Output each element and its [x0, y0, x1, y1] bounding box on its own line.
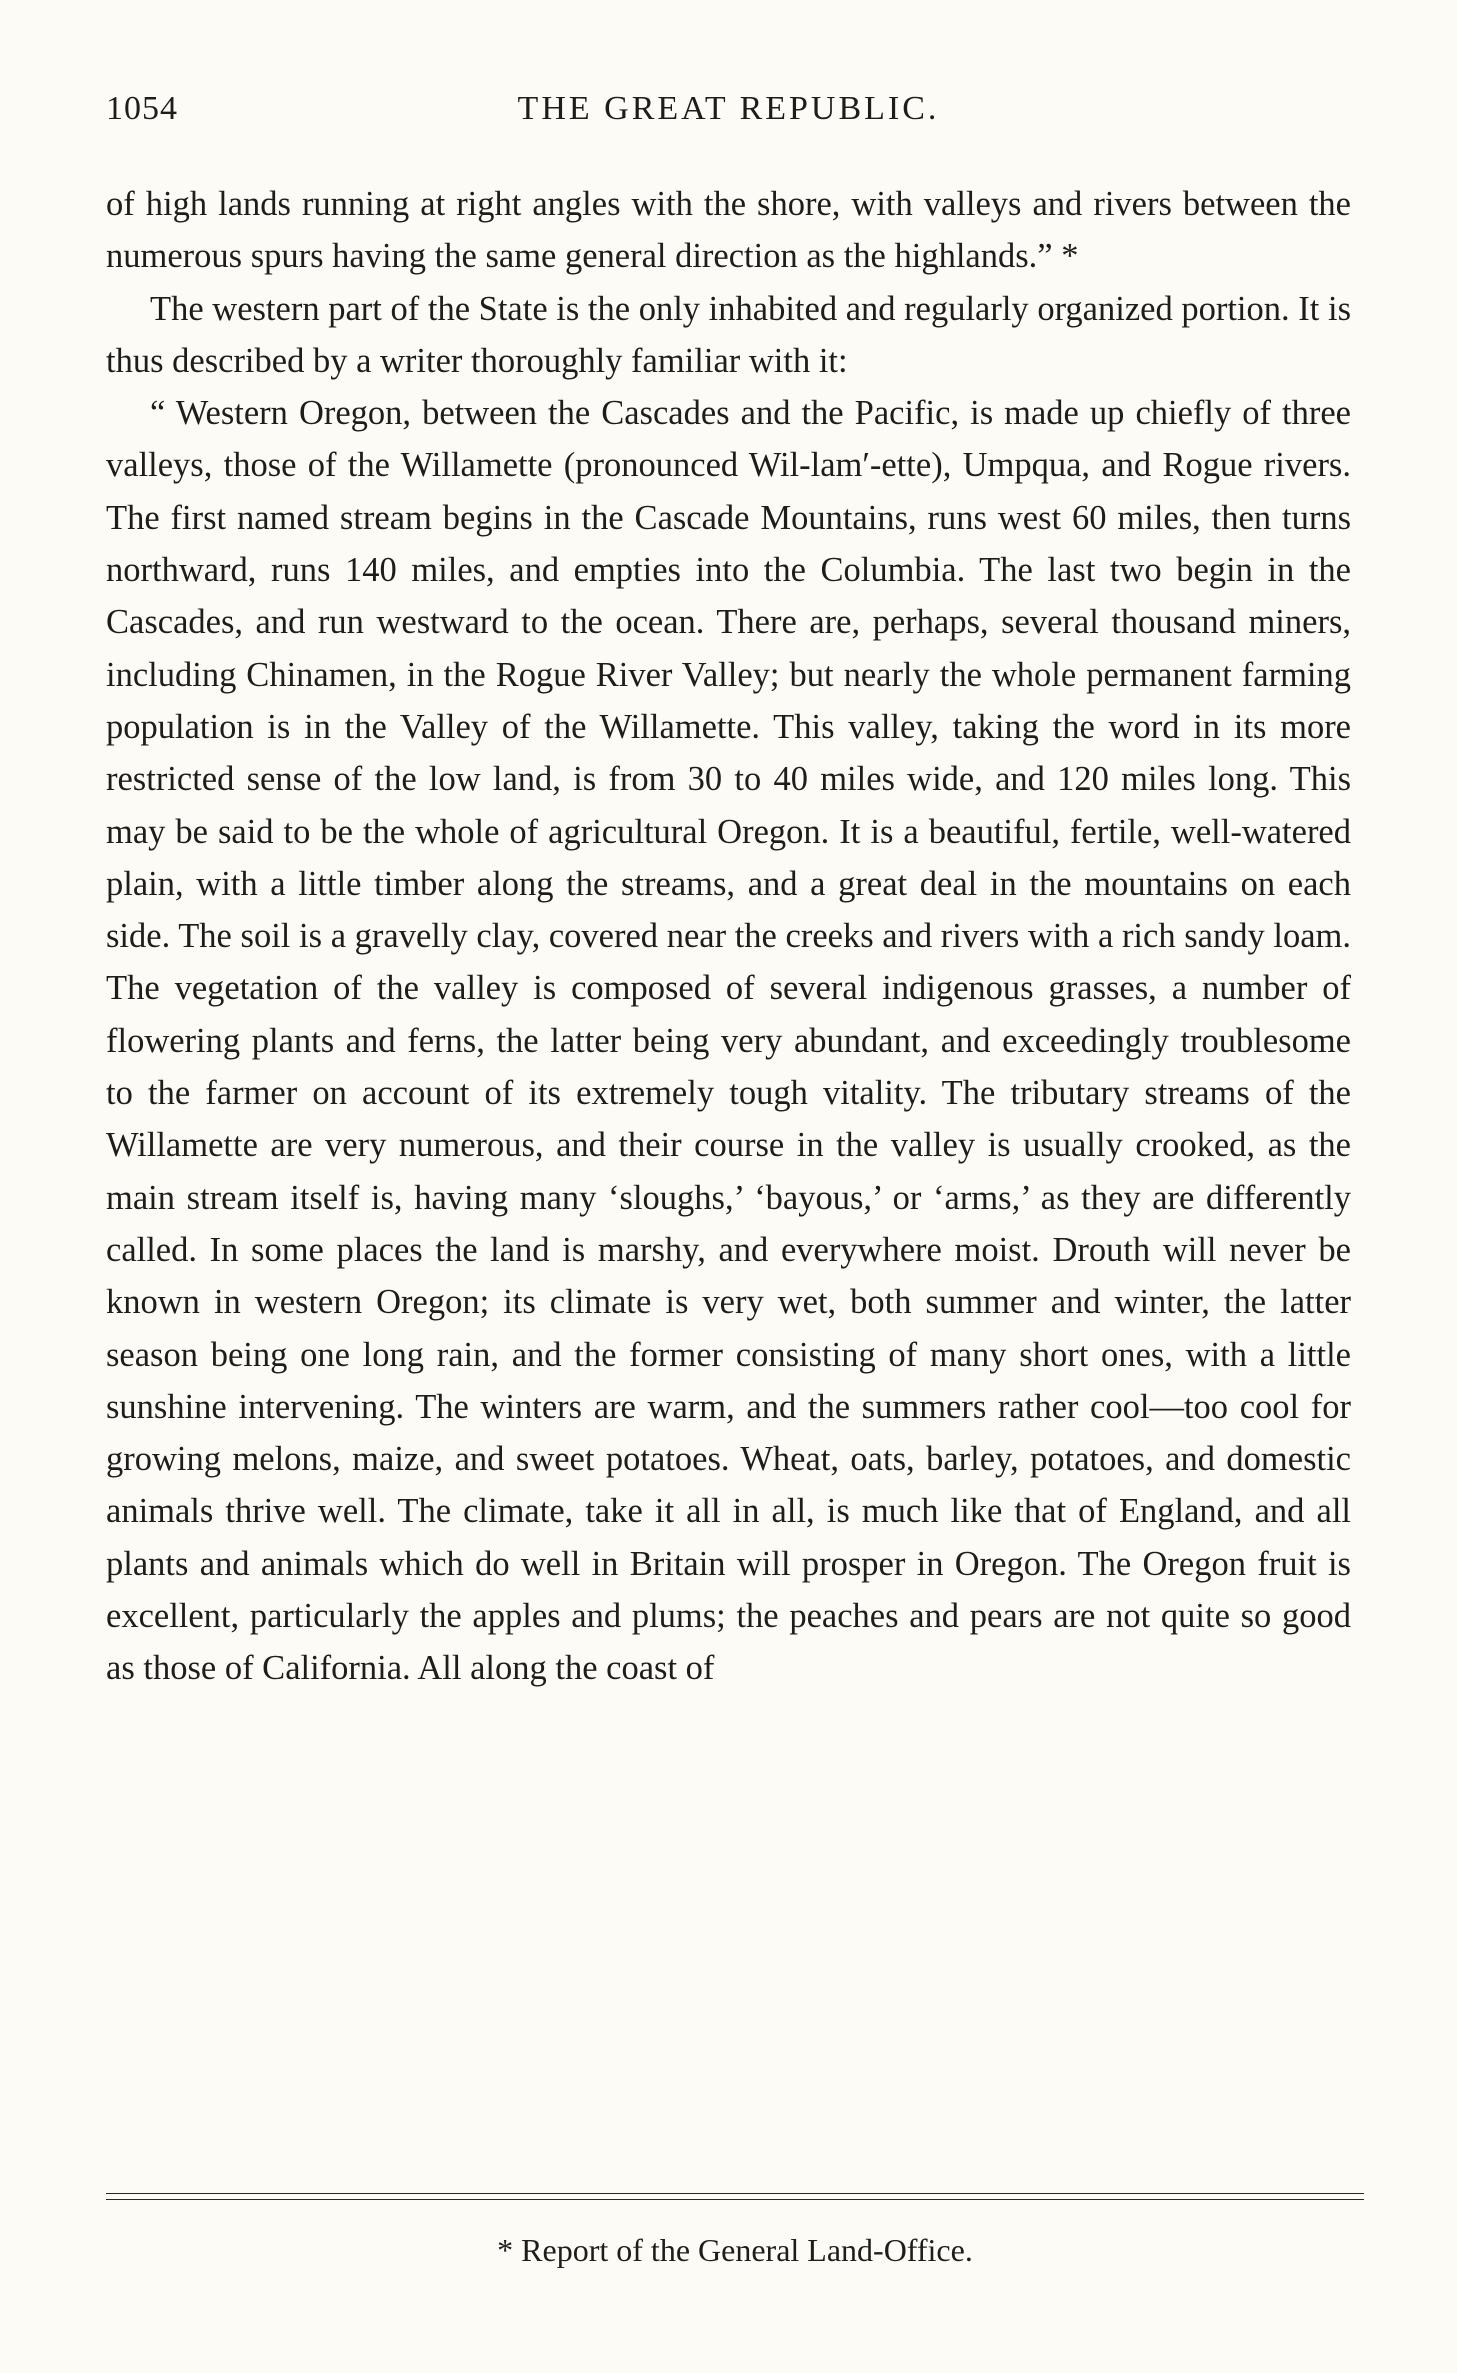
- page-number: 1054: [106, 90, 178, 127]
- body-text: [106, 178, 1351, 1695]
- footnote: * Report of the General Land-Office.: [497, 2232, 973, 2268]
- page-header: [106, 90, 1351, 140]
- paragraph-quotation: “ Western Oregon, between the Cascades and the Pacific, is made up chiefly of three valleys, those of the Willamette (pronounced Wil-lam′-ette), Umpqua, and Rogue rivers. The first named stream begins in the Cascade Mountains, runs west 60 miles, then turns northward, runs 140 miles, and empties into the Columbia. The last two begin in the Cascades, and run westward to the ocean. There are, perhaps, several thousand miners, including Chinamen, in the Rogue River Valley; but nearly the whole permanent farming population is in the Valley of the Willamette. This valley, taking the word in its more restricted sense of the low land, is from 30 to 40 miles wide, and 120 miles long. This may be said to be the whole of agricultural Oregon. It is a beautiful, fertile, well-watered plain, with a little timber along the streams, and a great deal in the mountains on each side. The soil is a gravelly clay, covered near the creeks and rivers with a rich sandy loam. The vegetation of the valley is composed of several indigenous grasses, a number of flowering plants and ferns, the latter being very abundant, and exceedingly troublesome to the farmer on account of its extremely tough vitality. The tributary streams of the Willamette are very numerous, and their course in the valley is usually crooked, as the main stream itself is, having many ‘sloughs,’ ‘bayous,’ or ‘arms,’ as they are differently called. In some places the land is marshy, and everywhere moist. Drouth will never be known in western Oregon; its climate is very wet, both summer and winter, the latter season being one long rain, and the former consisting of many short ones, with a little sunshine intervening. The winters are warm, and the summers rather cool—too cool for growing melons, maize, and sweet potatoes. Wheat, oats, barley, potatoes, and domestic animals thrive well. The climate, take it all in all, is much like that of England, and all plants and animals which do well in Britain will prosper in Oregon. The Oregon fruit is excellent, particularly the apples and plums; the peaches and pears are not quite so good as those of California. All along the coast of: [106, 394, 1351, 1688]
- running-head: THE GREAT REPUBLIC.: [517, 90, 940, 127]
- paragraph-western-part: The western part of the State is the only inhabited and regularly organized portion. It is thus described by a writer thoroughly familiar with it:: [106, 289, 1351, 380]
- paragraph-continued: of high lands running at right angles with the shore, with valleys and rivers between the numerous spurs having the same general direction as the highlands.” *: [106, 185, 1351, 276]
